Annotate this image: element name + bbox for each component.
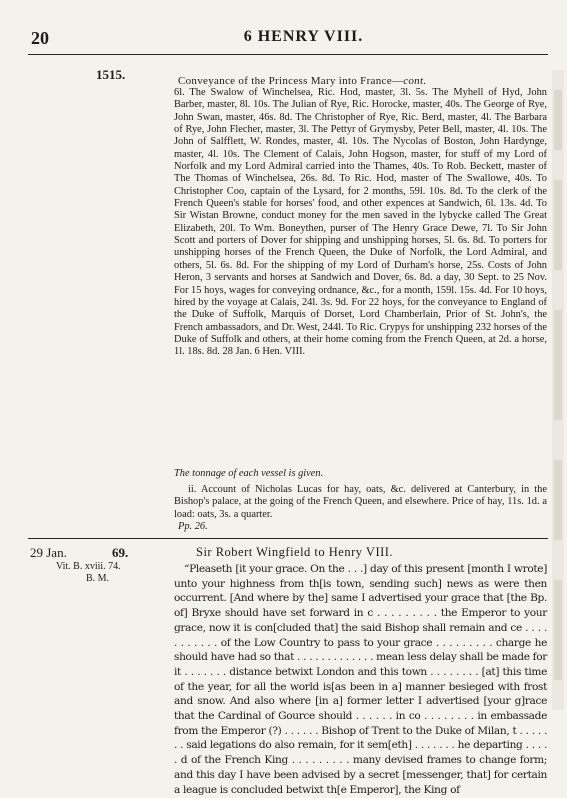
letter-text: “Pleaseth [it your grace. On the . . .] day of this present [month I wrote] unto your highness from th[is town, sending such] news as were then occurrent. [And where by the] same I advertised your grace that [the Bp. of] Bryxe should have set forward in c . . . . . . . . . the Emperor to your grace, now it is con[cluded that] the said Bishop shall remain and ce . . . . . . . . . . . of the Low Country to pass to your grace . . . . . . . . . charge he should have had so that . . . . . . . . . . . . . mean less delay shall be made for it . . . . . . . distance betwixt London and this town . . . . . . . . [at] this time of the year, for all the world is[as been in a] manner besieged with frost and snow. And also where [in a] former letter I advertised [your g]race that the Cardinal of Gource should . . . . . . in co . . . . . . . . in embassade from the Emperor (?) . . . . . . Bishop of Trent to the Duke of Milan, t . . . . . . . said legations do also remain, for it sem[eth] . . . . . . . he departing . . . . . d of the French King . . . . . . . . . many devised frames to change form; and this day I have been advised by a secret [messenger, that] for certain a league is concluded betwixt th[e Emperor], the King of xyxy=(174,563,547,796)
entry-separator xyxy=(28,538,548,539)
document-heading xyxy=(178,75,426,87)
header-rule xyxy=(28,54,548,55)
entry-number: 69. xyxy=(112,545,129,560)
bleed-through-watermark xyxy=(548,70,567,710)
letter-heading: Sir Robert Wingfield to Henry VIII. xyxy=(196,545,394,559)
entry-date: 29 Jan. xyxy=(30,545,67,560)
margin-year: 1515. xyxy=(96,67,126,82)
letter-body xyxy=(174,562,547,797)
page-count-note: Pp. 26. xyxy=(178,521,208,532)
heading-continued: cont. xyxy=(403,75,427,87)
page-number: 20 xyxy=(31,28,49,48)
running-head: 6 HENRY VIII. xyxy=(243,28,364,45)
account-item-ii: ii. Account of Nicholas Lucas for hay, oats, &c. delivered at Canterbury, in the Bishop's palace, at the going of the French Queen, and elsewhere. Price of hay, 11s. 1d. a load: oats, 3s. a quarter. xyxy=(174,484,547,520)
repository-mark: B. M. xyxy=(86,573,110,584)
tonnage-note: The tonnage of each vessel is given. xyxy=(174,468,324,479)
document-body: 6l. The Swalow of Winchelsea, Ric. Hod, master, 3l. 5s. The Myhell of Hyd, John Barber, master, 8l. 10s. The Julian of Rye, Ric. Horocke, master, 40s. The George of Rye, John Swan, master, 46s. 8d. The Christopher of Rye, Ric. Berd, master, 4l. The Barbara of Rye, John Flecher, master, 3l. The Pettyr of Grymysby, Peter Bell, master, 4l. 10s. The John of Salfflett, W. Rondes, master, 4l. 10s. The Nycolas of Boston, John Hardynge, master, 4l. 10s. The Clement of Calais, John Hogson, master, for stuff of my Lord of Norfolk and my Lord Admiral carried into the Thames, 40s. To Rob. Beckett, master of The Thomas of Winchelsea, 26s. 8d. To Ric. Hod, master of The Swallowe, 40s. To Christopher Coo, captain of the Lysard, for 2 months, 59l. 10s. 8d. To the clerk of the French Queen's stable for horses' food, and other expences at Sandwich, 6l. 13s. 4d. To Sir Wistan Browne, conduct money for the men saved in the lybycke called The Great Elizabeth, 20l. To Wm. Boneythen, purser of The Henry Grace Dewe, 7l. To Sir John Scott and porters of Dover for shipping and unshipping horses, 5l. 6s. 8d. To porters for unshipping horses of the French Queen, the Duke of Norfolk, the Lord Admiral, and others, 5l. 6s. 8d. For the shipping of my Lord of Durham's horse, 25s. Costs of John Heron, 3 servants and horses at Sandwich and Dover, 6s. 8d. a day, 30 Sept. to 25 Nov. For 15 hoys, wages for conveying ordnance, &c., for a month, 159l. 15s. 4d. For 10 hoys, hired by the voyage at Calais, 24l. 3s. 9d. For 22 hoys, for the conveyance to England of the Duke of Suffolk, Marquis of Dorset, Lord Chamberlain, Prior of St. John's, the French ambassadors, and Dr. West, 244l. To Ric. Crypys for unshipping 232 horses of the Duke of Suffolk and others, at their home coming from the French Queen, at 2d. a horse, 1l. 18s. 8d. 28 Jan. 6 Hen. VIII. xyxy=(174,87,547,358)
manuscript-reference: Vit. B. xviii. 74. xyxy=(56,561,121,572)
heading-text: Conveyance of the Princess Mary into France— xyxy=(178,75,404,87)
